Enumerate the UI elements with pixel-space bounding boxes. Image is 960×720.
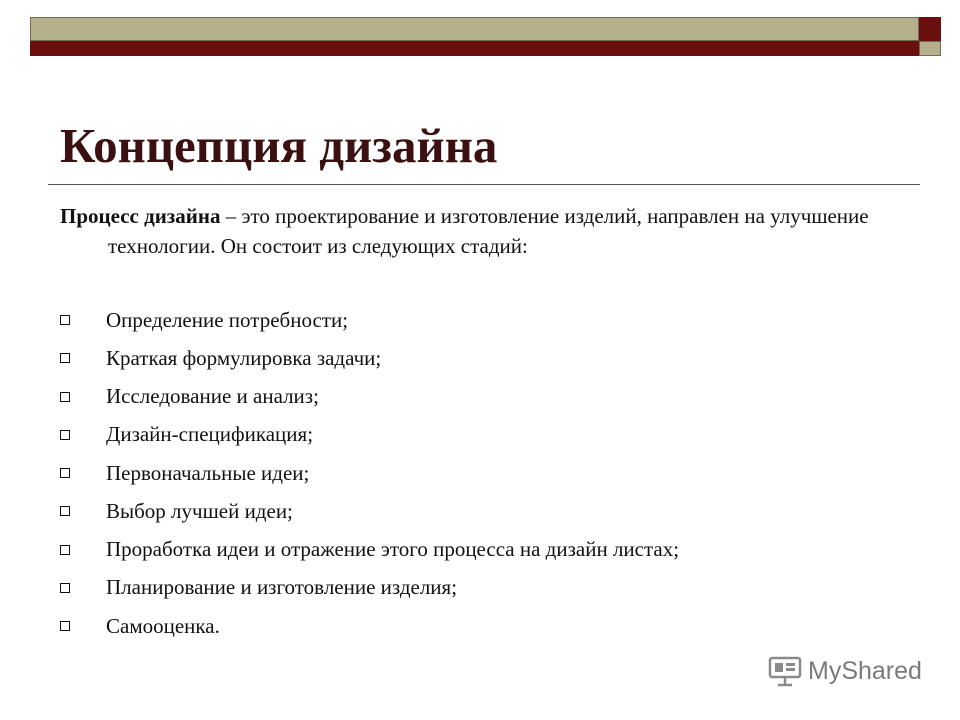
title-divider <box>48 184 920 185</box>
list-item <box>60 492 679 530</box>
list-item <box>60 416 679 454</box>
intro-term: Процесс дизайна <box>60 204 221 228</box>
intro-text: – это проектирование и изготовление изделий, направлен на улучшение технологии. Он состоит из следующих стадий: <box>108 204 869 258</box>
watermark-text: MyShared <box>808 656 922 685</box>
list-item-text: Планирование и изготовление изделия; <box>106 575 458 600</box>
list-item <box>60 569 679 607</box>
corner-square-olive <box>919 41 941 56</box>
list-item-text: Дизайн-спецификация; <box>106 422 314 447</box>
list-item <box>60 607 679 645</box>
list-item <box>60 454 679 492</box>
list-item-text: Определение потребности; <box>106 307 349 332</box>
list-item <box>60 301 679 339</box>
list-item-text: Исследование и анализ; <box>106 384 319 409</box>
square-bullet-icon <box>60 583 70 593</box>
square-bullet-icon <box>60 392 70 402</box>
square-bullet-icon <box>60 430 70 440</box>
square-bullet-icon <box>60 621 70 631</box>
list-item-text: Первоначальные идеи; <box>106 460 310 485</box>
stage-list <box>60 301 679 645</box>
list-item-text: Выбор лучшей идеи; <box>106 498 293 523</box>
intro-paragraph <box>60 201 908 261</box>
top-bar-olive <box>30 17 919 41</box>
presentation-board-icon <box>768 655 802 687</box>
list-item <box>60 378 679 416</box>
square-bullet-icon <box>60 468 70 478</box>
slide-title: Концепция дизайна <box>60 118 498 173</box>
square-bullet-icon <box>60 506 70 516</box>
list-item <box>60 531 679 569</box>
list-item-text: Краткая формулировка задачи; <box>106 345 382 370</box>
top-bar-maroon <box>30 41 919 56</box>
square-bullet-icon <box>60 353 70 363</box>
list-item-text: Самооценка. <box>106 613 220 638</box>
square-bullet-icon <box>60 545 70 555</box>
corner-square-maroon <box>919 17 941 41</box>
watermark <box>768 655 922 687</box>
list-item-text: Проработка идеи и отражение этого процесса на дизайн листах; <box>106 537 680 562</box>
list-item <box>60 339 679 377</box>
square-bullet-icon <box>60 315 70 325</box>
